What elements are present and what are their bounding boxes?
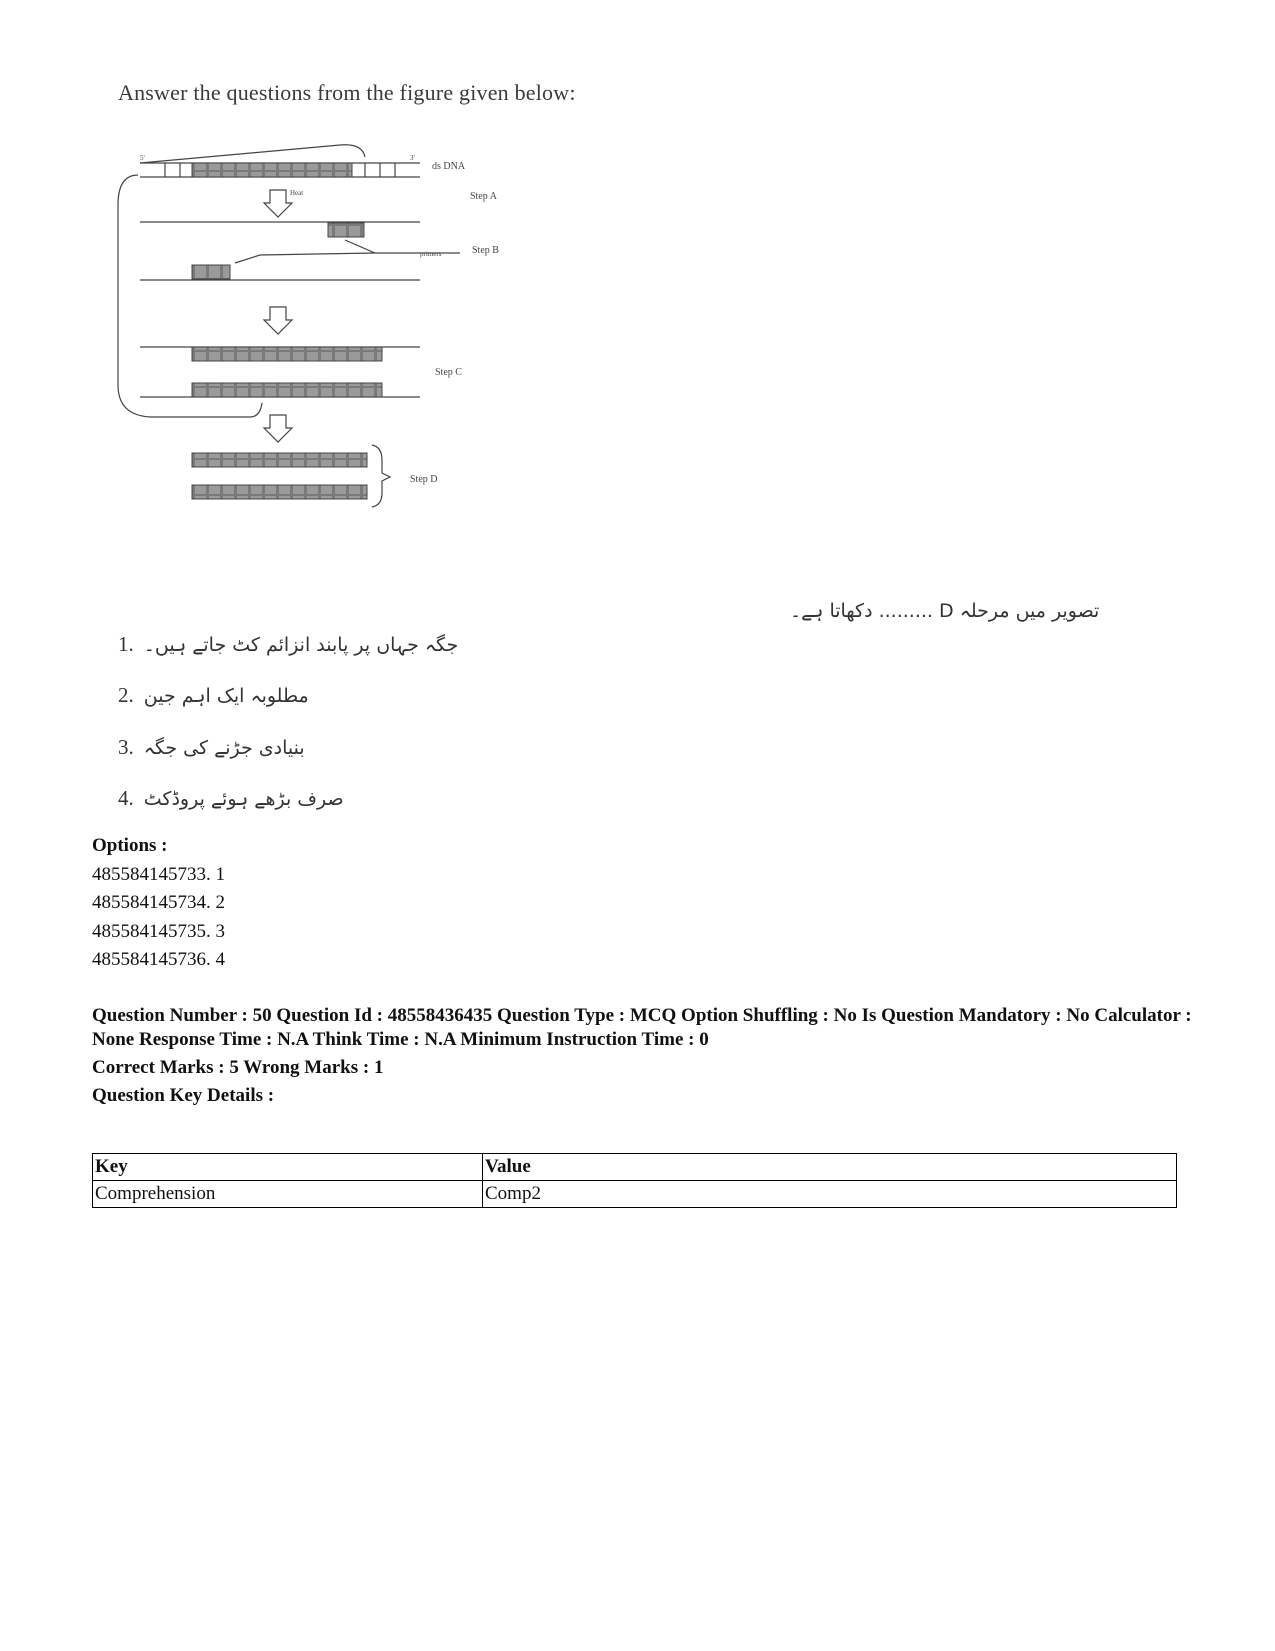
- question-instruction: Answer the questions from the figure given below:: [118, 80, 576, 105]
- option-item: 485584145736. 4: [92, 949, 225, 970]
- label-3prime: 3': [410, 154, 415, 162]
- table-cell-value: Comp2: [483, 1181, 1177, 1208]
- choice-1: [118, 632, 458, 657]
- choice-2: [118, 683, 309, 708]
- label-step-a: Step A: [470, 191, 497, 202]
- question-meta-line: Question Number : 50 Question Id : 48558436435 Question Type : MCQ Option Shuffling : No Is Question Mandatory : No Calculator : None Response Time : N.A Think Time : N.A Minimum Instruction Time : 0: [92, 1005, 1192, 1050]
- table-header-value: Value: [483, 1154, 1177, 1181]
- choice-text: صرف بڑھے ہوئے پروڈکٹ: [143, 787, 344, 810]
- label-step-c: Step C: [435, 367, 462, 378]
- table-header-key: Key: [93, 1154, 483, 1181]
- table-cell-key: Comprehension: [93, 1181, 483, 1208]
- marks-line: Correct Marks : 5 Wrong Marks : 1: [92, 1057, 384, 1078]
- label-heat: Heat: [290, 189, 304, 197]
- choice-number: 3.: [118, 735, 134, 759]
- choice-number: 1.: [118, 632, 134, 656]
- option-item: 485584145735. 3: [92, 920, 225, 942]
- choice-number: 2.: [118, 683, 134, 707]
- choice-number: 4.: [118, 786, 134, 810]
- question-meta: [92, 1004, 1202, 1108]
- option-item: 485584145734. 2: [92, 892, 225, 913]
- label-5prime: 5': [140, 154, 145, 162]
- choice-4: [118, 786, 344, 811]
- choice-text: بنیادی جڑنے کی جگہ: [143, 736, 305, 759]
- choice-3: [118, 735, 305, 760]
- label-primers: primers: [420, 250, 442, 258]
- table-header-row: [93, 1154, 1177, 1181]
- label-dsdna: ds DNA: [432, 161, 466, 172]
- question-stem-urdu: تصویر میں مرحلہ D ......... دکھاتا ہے۔: [790, 600, 1100, 622]
- label-step-b: Step B: [472, 245, 499, 256]
- choice-text: جگہ جہاں پر پابند انزائم کٹ جاتے ہیں۔: [143, 633, 459, 656]
- key-details-table: [92, 1153, 1177, 1208]
- option-item: 485584145733. 1: [92, 863, 225, 885]
- pcr-diagram: [110, 135, 540, 545]
- options-label: Options :: [92, 835, 168, 856]
- choice-text: مطلوبہ ایک اہم جین: [143, 684, 309, 707]
- table-row: [93, 1181, 1177, 1208]
- options-block: [92, 832, 225, 975]
- label-step-d: Step D: [410, 474, 438, 485]
- key-details-label: Question Key Details :: [92, 1085, 275, 1106]
